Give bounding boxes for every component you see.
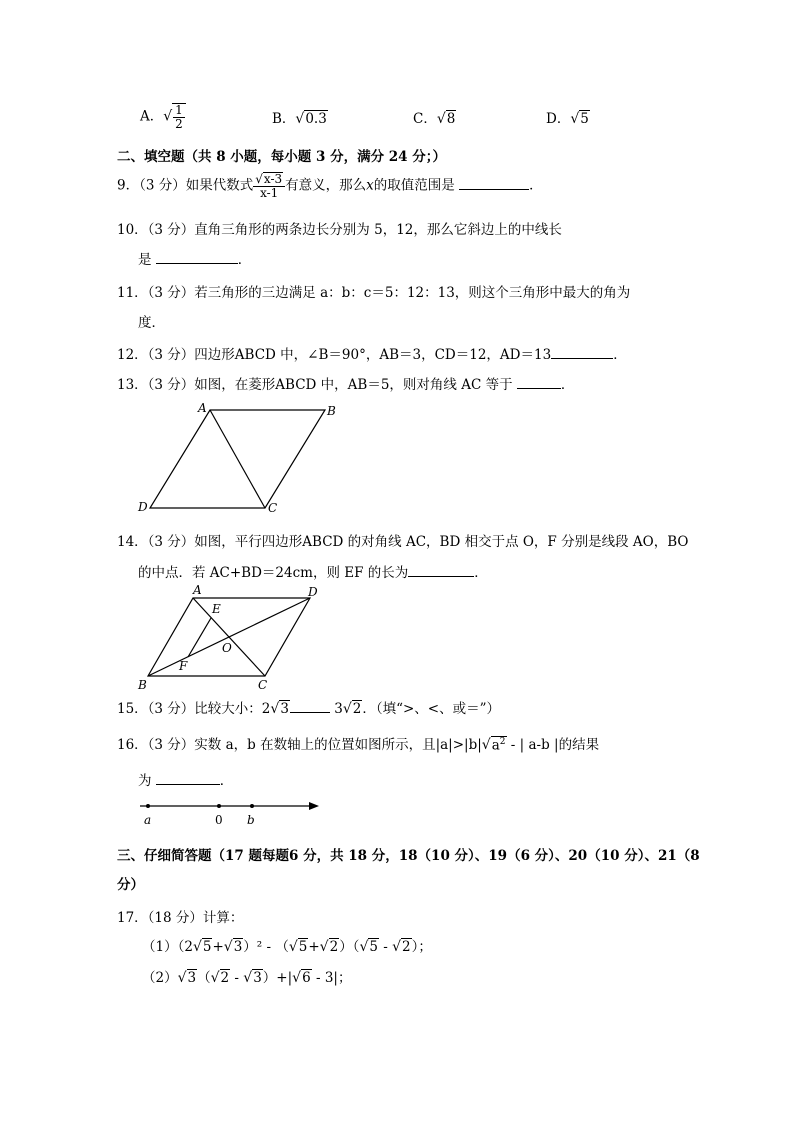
question-10: 10．（3 分）直角三角形的两条边长分别为 5，12，那么它斜边上的中线长 xyxy=(117,222,562,238)
q8-option-d: D．√5 xyxy=(546,111,589,127)
answer-blank[interactable] xyxy=(156,772,220,785)
label-e: E xyxy=(212,602,221,616)
option-label: A． xyxy=(140,108,164,125)
label-f: F xyxy=(179,659,188,673)
label-a: A xyxy=(193,583,202,597)
q8-option-c: C．√8 xyxy=(413,111,456,127)
label-o: O xyxy=(222,641,232,655)
diagonal-bd xyxy=(148,598,310,676)
answer-blank[interactable] xyxy=(517,376,561,389)
question-16-cont: 为 ． xyxy=(138,773,234,789)
label-b: b xyxy=(247,813,255,827)
question-11: 11．（3 分）若三角形的三边满足 a：b：c＝5：12：13，则这个三角形中最大的角为 xyxy=(117,285,631,301)
question-12: 12．（3 分）四边形ABCD 中，∠B＝90°，AB＝3，CD＝12，AD＝13 ． xyxy=(117,347,627,363)
label-zero: 0 xyxy=(215,813,223,827)
arrow-head-icon xyxy=(309,802,319,810)
question-9: 9．（3 分）如果代数式 $\frac{√x-3}{x-1}$ 有意义，那么x的取值范围是 ． xyxy=(117,172,543,200)
label-d: D xyxy=(138,500,148,514)
label-d: D xyxy=(308,585,318,599)
label-c: C xyxy=(258,678,268,692)
section-3-heading: 三、仔细简答题（17 题每题6 分，共 18 分，18（10 分）、19（6 分）、20（10 分）、21（8 xyxy=(117,848,700,864)
question-16: 16．（3 分）实数 a，b 在数轴上的位置如图所示，且$|a|>|b|√a^2$ - | a-b |的结果 xyxy=(117,736,600,753)
question-17-part-2: （2）√3（√2 - √3）+|√6 - 3|； xyxy=(142,970,352,986)
point-zero xyxy=(217,804,221,808)
sqrt-fraction: $\frac{1}{2}$ xyxy=(172,103,186,131)
answer-blank[interactable] xyxy=(459,177,529,190)
q9-fraction: $\frac{√x-3}{x-1}$ xyxy=(253,172,285,200)
answer-blank[interactable] xyxy=(408,564,474,577)
diagonal-ac xyxy=(210,410,265,508)
point-a xyxy=(146,804,150,808)
rhombus-figure xyxy=(130,398,350,518)
answer-blank[interactable] xyxy=(551,346,613,359)
label-b: B xyxy=(327,404,336,418)
label-a: a xyxy=(144,813,152,827)
answer-blank[interactable] xyxy=(156,251,238,264)
question-15: 15．（3 分）比较大小：2√3 3√2．（填“>、<、或＝”） xyxy=(117,701,501,717)
number-line xyxy=(135,796,335,828)
label-b: B xyxy=(138,678,147,692)
section-2-heading: 二、填空题（共 8 小题，每小题 3 分，满分 24 分；） xyxy=(117,149,447,165)
question-11-cont: 度． xyxy=(138,315,165,331)
question-14-cont: 的中点．若 AC+BD＝24cm，则 EF 的长为 ． xyxy=(138,565,488,581)
question-14: 14．（3 分）如图，平行四边形ABCD 的对角线 AC，BD 相交于点 O，F 分别是线段 AO，BO xyxy=(117,534,689,550)
point-b xyxy=(250,804,254,808)
section-3-heading-cont: 分） xyxy=(117,877,144,893)
label-c: C xyxy=(268,501,278,515)
q8-option-a: A．√ $\frac{1}{2}$ xyxy=(140,103,186,131)
answer-blank[interactable] xyxy=(290,700,330,713)
question-13: 13．（3 分）如图，在菱形ABCD 中，AB＝5，则对角线 AC 等于 ． xyxy=(117,377,575,393)
question-17: 17．（18 分）计算： xyxy=(117,910,244,926)
question-10-cont: 是 ． xyxy=(138,252,252,268)
label-a: A xyxy=(198,401,207,415)
parallelogram-figure xyxy=(130,582,330,692)
q8-option-b: B．√0.3 xyxy=(272,111,327,127)
question-17-part-1: （1）（2√5+√3）² - （√5+√2）（√5 - √2）； xyxy=(142,939,432,955)
